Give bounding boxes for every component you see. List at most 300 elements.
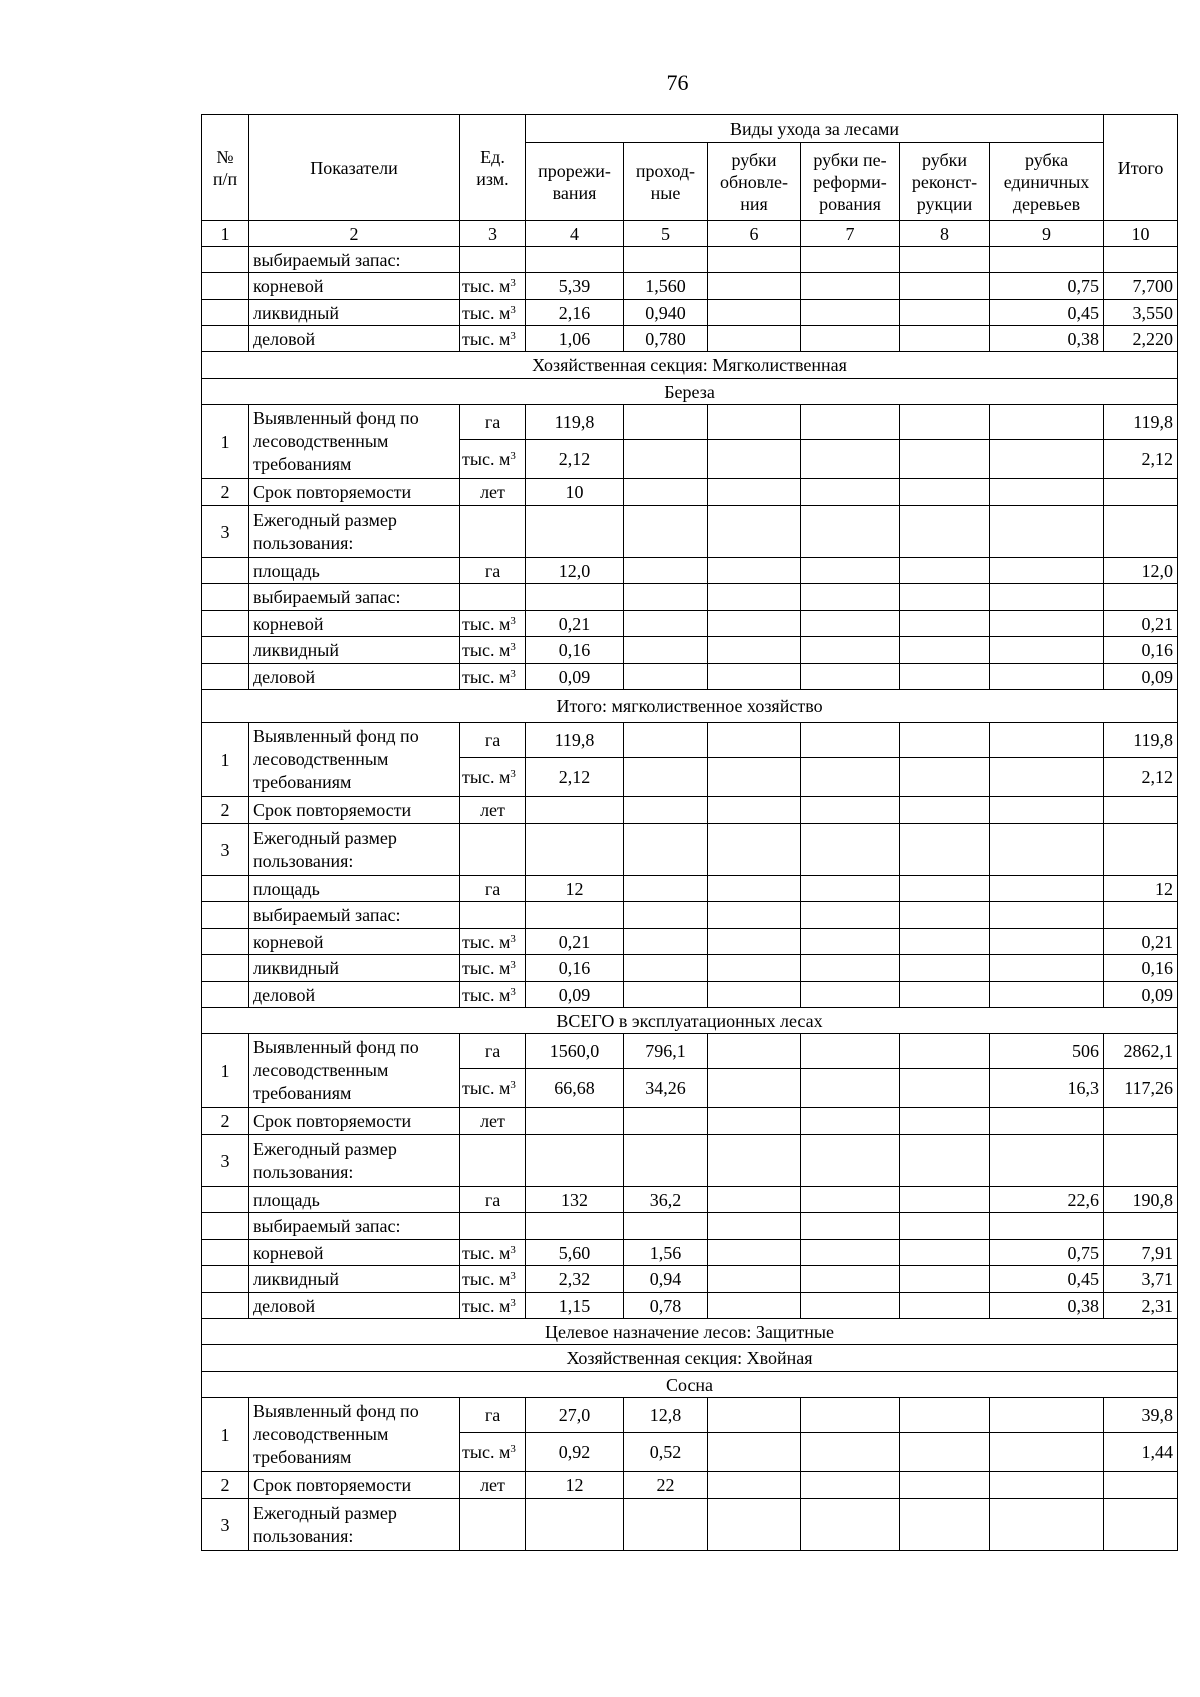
value-cell xyxy=(801,300,900,326)
value-cell xyxy=(708,1499,801,1551)
indicator-label: площадь xyxy=(249,558,460,584)
indicator-label: деловой xyxy=(249,1293,460,1319)
indicator-label: деловой xyxy=(249,664,460,690)
value-cell: 0,16 xyxy=(526,637,624,664)
unit-text: га xyxy=(484,1405,501,1425)
unit-cell xyxy=(460,1499,526,1551)
indicator-label: ликвидный xyxy=(249,955,460,982)
section-title: ВСЕГО в эксплуатационных лесах xyxy=(202,1008,1178,1034)
value-cell xyxy=(990,558,1104,584)
unit-cell xyxy=(460,1213,526,1240)
value-cell: 2862,1 xyxy=(1104,1034,1178,1069)
row-number xyxy=(202,902,249,929)
value-cell: 2,16 xyxy=(526,300,624,326)
value-cell xyxy=(990,797,1104,824)
value-cell xyxy=(990,929,1104,955)
row-number: 2 xyxy=(202,1472,249,1499)
value-cell xyxy=(526,247,624,273)
unit-cell xyxy=(460,326,526,352)
indicator-label: Срок повторяемости xyxy=(249,479,460,506)
value-cell xyxy=(900,440,990,479)
value-cell: 12 xyxy=(526,876,624,902)
value-cell xyxy=(801,1433,900,1472)
value-cell: 3,550 xyxy=(1104,300,1178,326)
row-number: 1 xyxy=(202,1398,249,1472)
unit-cell xyxy=(460,273,526,300)
value-cell xyxy=(708,300,801,326)
indicator-label: корневой xyxy=(249,611,460,637)
value-cell xyxy=(900,1069,990,1108)
value-cell xyxy=(900,664,990,690)
value-cell xyxy=(900,902,990,929)
value-cell: 0,09 xyxy=(1104,982,1178,1008)
row-number xyxy=(202,929,249,955)
indicator-label: Выявленный фонд по лесоводственным требованиям xyxy=(249,1034,460,1108)
value-cell xyxy=(801,506,900,558)
unit-text: тыс. м xyxy=(462,931,511,952)
column-number: 3 xyxy=(460,221,526,247)
unit-cell xyxy=(460,1108,526,1135)
unit-text: га xyxy=(484,560,501,581)
value-cell xyxy=(624,1499,708,1551)
unit-cell xyxy=(460,479,526,506)
value-cell xyxy=(1104,1108,1178,1135)
row-number xyxy=(202,326,249,352)
row-number: 3 xyxy=(202,824,249,876)
value-cell xyxy=(990,247,1104,273)
header-total: Итого xyxy=(1104,115,1178,221)
unit-text: лет xyxy=(480,1111,505,1131)
value-cell: 1,15 xyxy=(526,1293,624,1319)
section-row xyxy=(202,1345,1178,1372)
indicator-label: Ежегодный размер пользования: xyxy=(249,506,460,558)
indicator-label: выбираемый запас: xyxy=(249,902,460,929)
row-number xyxy=(202,300,249,326)
value-cell xyxy=(900,1499,990,1551)
table-row xyxy=(202,824,1178,876)
value-cell xyxy=(708,929,801,955)
value-cell xyxy=(900,723,990,758)
row-number xyxy=(202,1293,249,1319)
value-cell xyxy=(624,824,708,876)
value-cell xyxy=(990,479,1104,506)
unit-cell xyxy=(460,1472,526,1499)
value-cell xyxy=(708,876,801,902)
row-number xyxy=(202,273,249,300)
section-row xyxy=(202,352,1178,379)
value-cell: 119,8 xyxy=(526,405,624,440)
value-cell xyxy=(708,1293,801,1319)
value-cell xyxy=(801,584,900,611)
value-cell: 12 xyxy=(526,1472,624,1499)
table-row xyxy=(202,479,1178,506)
value-cell xyxy=(1104,247,1178,273)
value-cell xyxy=(708,506,801,558)
value-cell: 0,780 xyxy=(624,326,708,352)
value-cell: 190,8 xyxy=(1104,1187,1178,1213)
indicator-label: Срок повторяемости xyxy=(249,1472,460,1499)
table-row xyxy=(202,611,1178,637)
value-cell xyxy=(900,506,990,558)
unit-text: га xyxy=(484,1041,501,1061)
value-cell: 0,75 xyxy=(990,1240,1104,1266)
unit-cell xyxy=(460,1266,526,1293)
value-cell: 7,91 xyxy=(1104,1240,1178,1266)
indicator-label: ликвидный xyxy=(249,300,460,326)
value-cell xyxy=(708,1108,801,1135)
value-cell xyxy=(990,637,1104,664)
header-care-type: прорежи- вания xyxy=(526,143,624,221)
value-cell: 0,09 xyxy=(526,664,624,690)
unit-cell xyxy=(460,611,526,637)
value-cell: 1,44 xyxy=(1104,1433,1178,1472)
row-number: 1 xyxy=(202,1034,249,1108)
value-cell: 12,0 xyxy=(1104,558,1178,584)
row-number xyxy=(202,247,249,273)
value-cell xyxy=(708,1240,801,1266)
row-number: 3 xyxy=(202,1135,249,1187)
value-cell xyxy=(708,723,801,758)
value-cell xyxy=(708,1135,801,1187)
value-cell xyxy=(801,723,900,758)
value-cell xyxy=(801,1069,900,1108)
table-row xyxy=(202,664,1178,690)
indicator-label: корневой xyxy=(249,929,460,955)
value-cell xyxy=(708,1266,801,1293)
unit-cell xyxy=(460,637,526,664)
value-cell xyxy=(708,637,801,664)
column-number: 8 xyxy=(900,221,990,247)
unit-superscript: 3 xyxy=(510,1296,516,1309)
header-row xyxy=(202,115,1178,143)
value-cell xyxy=(900,1293,990,1319)
value-cell xyxy=(801,982,900,1008)
table-row xyxy=(202,1293,1178,1319)
section-title: Хозяйственная секция: Хвойная xyxy=(202,1345,1178,1372)
value-cell xyxy=(624,876,708,902)
value-cell xyxy=(801,1187,900,1213)
value-cell xyxy=(801,1034,900,1069)
unit-cell xyxy=(460,902,526,929)
row-number xyxy=(202,1213,249,1240)
value-cell xyxy=(801,1108,900,1135)
value-cell: 0,94 xyxy=(624,1266,708,1293)
unit-cell xyxy=(460,584,526,611)
unit-text: лет xyxy=(480,1475,505,1495)
header-care-type: рубка единичных деревьев xyxy=(990,143,1104,221)
value-cell xyxy=(900,876,990,902)
row-number: 2 xyxy=(202,1108,249,1135)
unit-text: га xyxy=(484,1189,501,1210)
value-cell xyxy=(624,611,708,637)
value-cell: 0,16 xyxy=(1104,637,1178,664)
value-cell xyxy=(900,1433,990,1472)
value-cell xyxy=(900,1213,990,1240)
value-cell xyxy=(990,506,1104,558)
table-row xyxy=(202,1108,1178,1135)
value-cell xyxy=(990,611,1104,637)
value-cell: 796,1 xyxy=(624,1034,708,1069)
unit-superscript: 3 xyxy=(510,667,516,680)
column-number: 7 xyxy=(801,221,900,247)
value-cell xyxy=(708,247,801,273)
unit-superscript: 3 xyxy=(510,1079,516,1091)
row-number: 2 xyxy=(202,479,249,506)
value-cell xyxy=(900,1240,990,1266)
value-cell xyxy=(708,1069,801,1108)
table-row xyxy=(202,405,1178,440)
header-no: № п/п xyxy=(202,115,249,221)
value-cell: 0,21 xyxy=(1104,929,1178,955)
value-cell xyxy=(801,824,900,876)
value-cell xyxy=(990,902,1104,929)
row-number xyxy=(202,1187,249,1213)
row-number xyxy=(202,982,249,1008)
value-cell xyxy=(624,440,708,479)
value-cell: 3,71 xyxy=(1104,1266,1178,1293)
value-cell xyxy=(900,1472,990,1499)
value-cell xyxy=(708,982,801,1008)
value-cell: 0,52 xyxy=(624,1433,708,1472)
unit-text: га xyxy=(484,730,501,750)
value-cell: 2,12 xyxy=(526,758,624,797)
header-indicators: Показатели xyxy=(249,115,460,221)
value-cell xyxy=(708,1034,801,1069)
value-cell: 22,6 xyxy=(990,1187,1104,1213)
value-cell: 1,56 xyxy=(624,1240,708,1266)
value-cell xyxy=(624,405,708,440)
value-cell xyxy=(624,955,708,982)
value-cell xyxy=(900,584,990,611)
unit-text: тыс. м xyxy=(462,1078,511,1098)
value-cell: 27,0 xyxy=(526,1398,624,1433)
header-care-type: рубки реконст- рукции xyxy=(900,143,990,221)
value-cell xyxy=(801,440,900,479)
indicator-label: Ежегодный размер пользования: xyxy=(249,824,460,876)
unit-text: га xyxy=(484,412,501,432)
value-cell xyxy=(708,1472,801,1499)
value-cell: 36,2 xyxy=(624,1187,708,1213)
unit-text: тыс. м xyxy=(462,666,511,687)
table-row xyxy=(202,902,1178,929)
column-number: 9 xyxy=(990,221,1104,247)
column-number: 4 xyxy=(526,221,624,247)
value-cell xyxy=(900,1108,990,1135)
value-cell xyxy=(624,758,708,797)
table-row xyxy=(202,1398,1178,1433)
value-cell xyxy=(624,506,708,558)
value-cell xyxy=(990,982,1104,1008)
value-cell xyxy=(801,876,900,902)
value-cell xyxy=(1104,1135,1178,1187)
unit-cell xyxy=(460,405,526,440)
value-cell: 119,8 xyxy=(526,723,624,758)
unit-text: тыс. м xyxy=(462,1269,511,1289)
row-number xyxy=(202,955,249,982)
table-row xyxy=(202,1135,1178,1187)
header-care-types: Виды ухода за лесами xyxy=(526,115,1104,143)
indicator-label: Выявленный фонд по лесоводственным требованиям xyxy=(249,405,460,479)
unit-text: тыс. м xyxy=(462,302,511,323)
unit-text: лет xyxy=(480,482,505,502)
value-cell xyxy=(708,326,801,352)
indicator-label: выбираемый запас: xyxy=(249,584,460,611)
table-row xyxy=(202,1187,1178,1213)
value-cell: 2,32 xyxy=(526,1266,624,1293)
column-number: 1 xyxy=(202,221,249,247)
value-cell: 0,78 xyxy=(624,1293,708,1319)
section-row xyxy=(202,1372,1178,1398)
value-cell xyxy=(708,1433,801,1472)
column-number: 6 xyxy=(708,221,801,247)
value-cell xyxy=(990,876,1104,902)
value-cell xyxy=(624,902,708,929)
value-cell xyxy=(708,1187,801,1213)
header-care-type: рубки пе- реформи- рования xyxy=(801,143,900,221)
unit-cell xyxy=(460,440,526,479)
table-row xyxy=(202,1472,1178,1499)
value-cell xyxy=(526,1135,624,1187)
value-cell xyxy=(708,664,801,690)
value-cell xyxy=(801,955,900,982)
unit-superscript: 3 xyxy=(510,450,516,462)
value-cell xyxy=(801,558,900,584)
value-cell xyxy=(900,758,990,797)
value-cell xyxy=(900,797,990,824)
value-cell xyxy=(708,955,801,982)
value-cell xyxy=(990,584,1104,611)
indicator-label: ликвидный xyxy=(249,1266,460,1293)
value-cell xyxy=(990,955,1104,982)
value-cell: 12 xyxy=(1104,876,1178,902)
value-cell: 119,8 xyxy=(1104,405,1178,440)
value-cell xyxy=(801,797,900,824)
value-cell: 1560,0 xyxy=(526,1034,624,1069)
unit-cell xyxy=(460,1293,526,1319)
table-row xyxy=(202,506,1178,558)
value-cell xyxy=(801,247,900,273)
indicator-label: деловой xyxy=(249,982,460,1008)
unit-superscript: 3 xyxy=(510,959,516,971)
value-cell xyxy=(801,1472,900,1499)
value-cell xyxy=(801,902,900,929)
unit-cell xyxy=(460,955,526,982)
unit-cell xyxy=(460,1187,526,1213)
value-cell xyxy=(900,558,990,584)
section-title: Итого: мягколиственное хозяйство xyxy=(202,690,1178,723)
unit-text: тыс. м xyxy=(462,328,511,349)
value-cell: 1,06 xyxy=(526,326,624,352)
value-cell xyxy=(801,611,900,637)
unit-text: тыс. м xyxy=(462,449,511,469)
row-number xyxy=(202,1240,249,1266)
section-title: Береза xyxy=(202,379,1178,405)
unit-superscript: 3 xyxy=(510,329,516,342)
value-cell xyxy=(990,1472,1104,1499)
value-cell xyxy=(526,1213,624,1240)
unit-superscript: 3 xyxy=(510,768,516,780)
value-cell: 0,21 xyxy=(526,611,624,637)
unit-text: тыс. м xyxy=(462,276,511,296)
value-cell xyxy=(708,1213,801,1240)
value-cell xyxy=(801,664,900,690)
value-cell xyxy=(990,405,1104,440)
table-row xyxy=(202,876,1178,902)
unit-superscript: 3 xyxy=(510,303,516,316)
unit-superscript: 3 xyxy=(510,641,516,653)
value-cell xyxy=(526,1499,624,1551)
value-cell: 5,39 xyxy=(526,273,624,300)
table-row xyxy=(202,637,1178,664)
value-cell xyxy=(900,1266,990,1293)
unit-cell xyxy=(460,1034,526,1069)
indicator-label: Выявленный фонд по лесоводственным требованиям xyxy=(249,1398,460,1472)
value-cell xyxy=(801,273,900,300)
value-cell xyxy=(801,929,900,955)
value-cell: 506 xyxy=(990,1034,1104,1069)
value-cell xyxy=(900,611,990,637)
value-cell xyxy=(900,1398,990,1433)
value-cell xyxy=(990,1499,1104,1551)
unit-text: тыс. м xyxy=(462,767,511,787)
row-number: 1 xyxy=(202,723,249,797)
value-cell xyxy=(801,326,900,352)
indicator-label: Ежегодный размер пользования: xyxy=(249,1135,460,1187)
column-number: 2 xyxy=(249,221,460,247)
table-row xyxy=(202,955,1178,982)
value-cell xyxy=(900,929,990,955)
section-title: Хозяйственная секция: Мягколиственная xyxy=(202,352,1178,379)
row-number: 3 xyxy=(202,1499,249,1551)
value-cell xyxy=(624,982,708,1008)
value-cell xyxy=(900,824,990,876)
value-cell xyxy=(708,440,801,479)
value-cell xyxy=(801,1499,900,1551)
unit-cell xyxy=(460,247,526,273)
value-cell xyxy=(624,637,708,664)
unit-text: тыс. м xyxy=(462,613,511,634)
unit-text: тыс. м xyxy=(462,1242,511,1263)
unit-text: га xyxy=(484,878,501,899)
table-row xyxy=(202,1499,1178,1551)
value-cell: 12,0 xyxy=(526,558,624,584)
header-care-type: рубки обновле- ния xyxy=(708,143,801,221)
value-cell xyxy=(624,1213,708,1240)
indicator-label: корневой xyxy=(249,273,460,300)
value-cell xyxy=(526,824,624,876)
table-row xyxy=(202,1266,1178,1293)
indicator-label: Выявленный фонд по лесоводственным требованиям xyxy=(249,723,460,797)
value-cell xyxy=(801,758,900,797)
value-cell xyxy=(1104,506,1178,558)
value-cell xyxy=(708,1398,801,1433)
unit-cell xyxy=(460,664,526,690)
value-cell: 66,68 xyxy=(526,1069,624,1108)
value-cell xyxy=(900,326,990,352)
table-row xyxy=(202,247,1178,273)
row-number: 1 xyxy=(202,405,249,479)
value-cell: 12,8 xyxy=(624,1398,708,1433)
unit-superscript: 3 xyxy=(510,614,516,627)
value-cell: 0,09 xyxy=(1104,664,1178,690)
unit-superscript: 3 xyxy=(510,1270,516,1282)
table-row xyxy=(202,1034,1178,1069)
indicator-label: ликвидный xyxy=(249,637,460,664)
value-cell xyxy=(900,479,990,506)
indicator-label: деловой xyxy=(249,326,460,352)
value-cell xyxy=(900,1034,990,1069)
value-cell: 0,45 xyxy=(990,300,1104,326)
